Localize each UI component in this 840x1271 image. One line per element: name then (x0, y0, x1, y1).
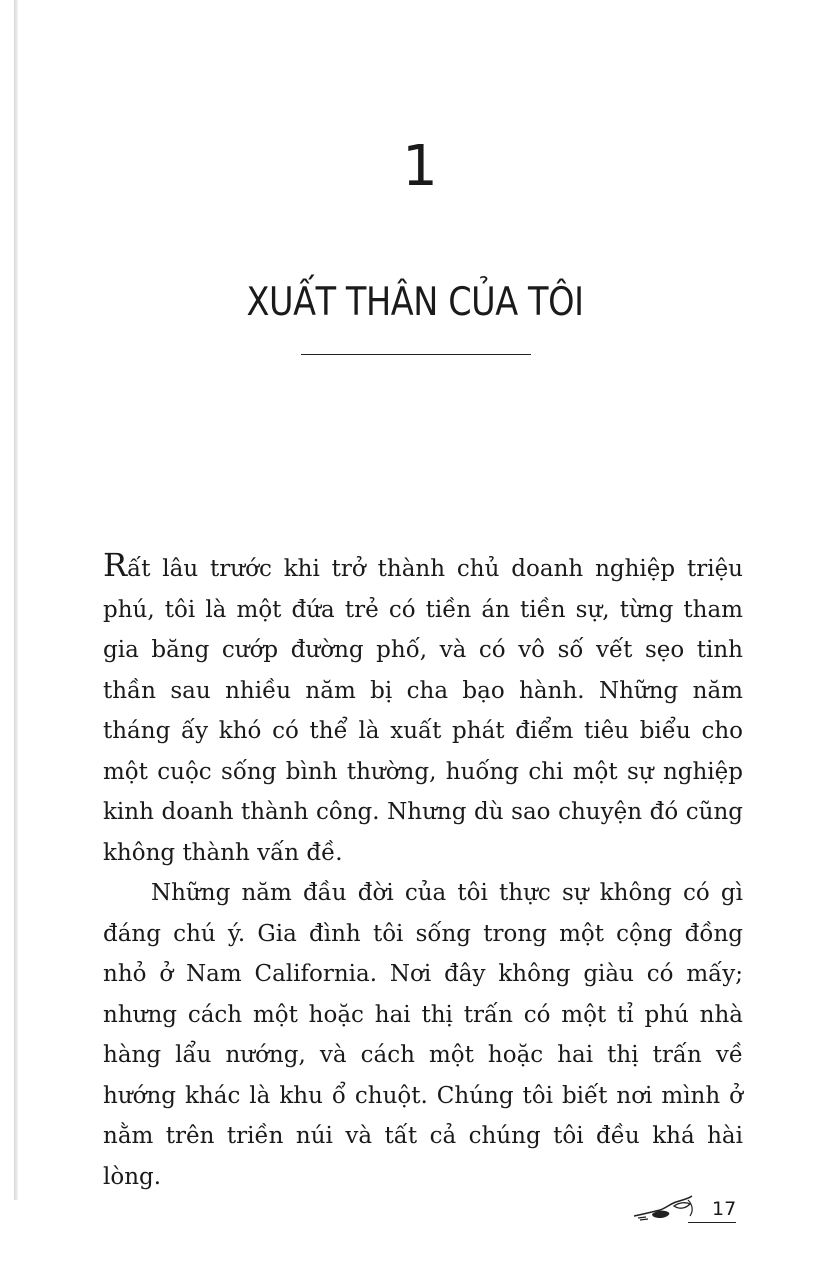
chapter-number: 1 (402, 134, 438, 199)
title-divider (301, 354, 531, 355)
drop-cap: R (103, 546, 128, 584)
hand-quill-ornament-icon (630, 1190, 710, 1224)
page-number: 17 (712, 1198, 737, 1220)
chapter-title: XUẤT THÂN CỦA TÔI (246, 280, 584, 325)
page-number-rule (688, 1222, 736, 1223)
body-text (103, 546, 743, 1197)
paragraph-1 (103, 546, 743, 873)
paragraph-1-text: ất lâu trước khi trở thành chủ doanh nghiệp triệu phú, tôi là một đứa trẻ có tiền án tiền sự, từng tham gia băng cướp đường phố, và có vô số vết sẹo tinh thần sau nhiều năm bị cha bạo hành. Những năm tháng ấy khó có thể là xuất phát điểm tiêu biểu cho một cuộc sống bình thường, huống chi một sự nghiệp kinh doanh thành công. Nhưng dù sao chuyện đó cũng không thành vấn đề. (103, 556, 743, 866)
paragraph-2: Những năm đầu đời của tôi thực sự không có gì đáng chú ý. Gia đình tôi sống trong một cộng đồng nhỏ ở Nam California. Nơi đây không giàu có mấy; nhưng cách một hoặc hai thị trấn có một tỉ phú nhà hàng lẩu nướng, và cách một hoặc hai thị trấn về hướng khác là khu ổ chuột. Chúng tôi biết nơi mình ở nằm trên triền núi và tất cả chúng tôi đều khá hài lòng. (103, 880, 743, 1190)
page-footer (630, 1190, 740, 1230)
